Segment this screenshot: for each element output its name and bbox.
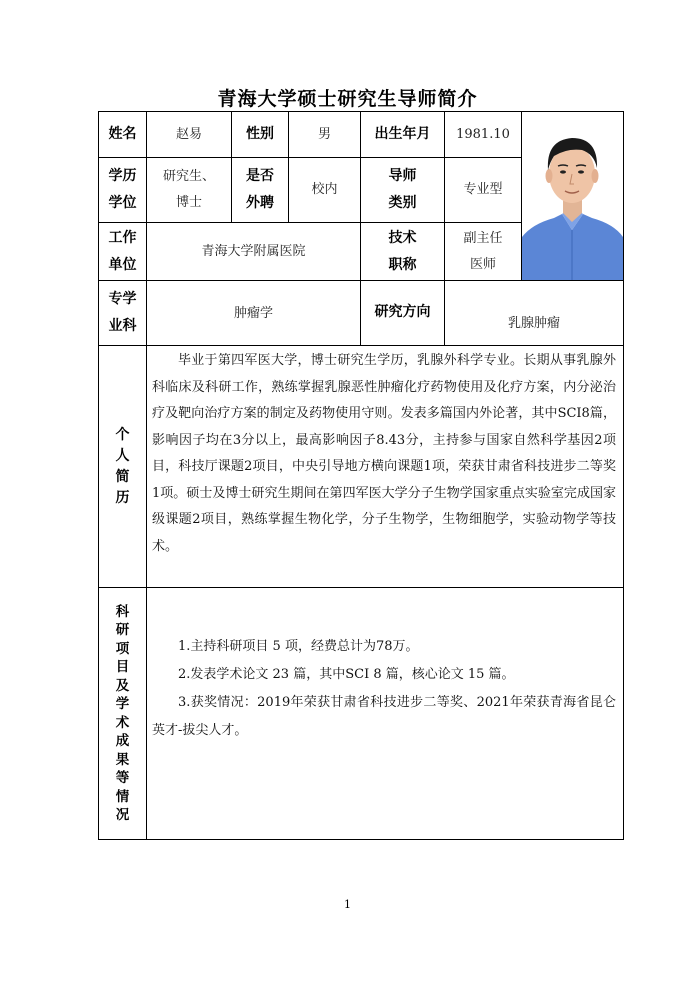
resume-label: 个 人 简 历 [115, 426, 130, 506]
research-direction-value: 乳腺肿瘤 [507, 316, 560, 331]
portrait-photo [522, 112, 623, 280]
name-value: 赵易 [175, 126, 202, 142]
work-unit-value: 青海大学附属医院 [201, 243, 306, 259]
birth-value: 1981.10 [456, 126, 510, 142]
name-label: 姓名 [108, 126, 137, 142]
job-title-value: 副主任 医师 [463, 230, 503, 272]
birth-label: 出生年月 [374, 126, 431, 142]
tutor-type-value: 专业型 [463, 182, 503, 197]
external-value: 校内 [311, 182, 338, 197]
tutor-type-label: 导师 类别 [388, 168, 417, 211]
research-direction-label: 研究方向 [374, 304, 431, 320]
work-unit-label: 工作 单位 [108, 229, 137, 273]
gender-value: 男 [317, 126, 331, 142]
job-title-label: 技术 职称 [388, 229, 417, 273]
education-label: 学历 学位 [108, 168, 137, 211]
page-title: 青海大学硕士研究生导师简介 [217, 88, 478, 110]
gender-label: 性别 [246, 126, 274, 142]
achievement-item: 3.获奖情况：2019年荣获甘肃省科技进步二等奖、2021年荣获青海省昆仑英才-拔尖人才。 [152, 695, 616, 738]
subject-value: 肿瘤学 [233, 306, 273, 321]
achievement-item: 2.发表学术论文 23 篇，其中SCI 8 篇，核心论文 15 篇。 [178, 667, 515, 682]
external-label: 是否 外聘 [246, 168, 274, 211]
achievements-label: 科 研 项 目 及 学 术 成 果 等 情 况 [115, 603, 130, 823]
subject-label: 专学 业科 [108, 291, 137, 334]
resume-text: 毕业于第四军医大学，博士研究生学历，乳腺外科学专业。长期从事乳腺外科临床及科研工作，熟练掌握乳腺恶性肿瘤化疗药物使用及化疗方案，内分泌治疗及靶向治疗方案的制定及药物使用守则。发表多篇国内外论著，其中SCI8篇，影响因子均在3分以上，最高影响因子8.43分，主持参与国家自然科学基因2项目，科技厅课题2项目，中央引导地方横向课题1项，荣获甘肃省科技进步二等奖1项。硕士及博士研究生期间在第四军医大学分子生物学国家重点实验室完成国家级课题2项目，熟练掌握生物化学，分子生物学，生物细胞学，实验动物学等技术。 [152, 353, 616, 554]
education-value: 研究生、 博士 [162, 169, 215, 210]
page-number: 1 [344, 898, 351, 911]
achievement-item: 1.主持科研项目 5 项，经费总计为78万。 [178, 639, 419, 654]
achievements-list [152, 633, 616, 745]
